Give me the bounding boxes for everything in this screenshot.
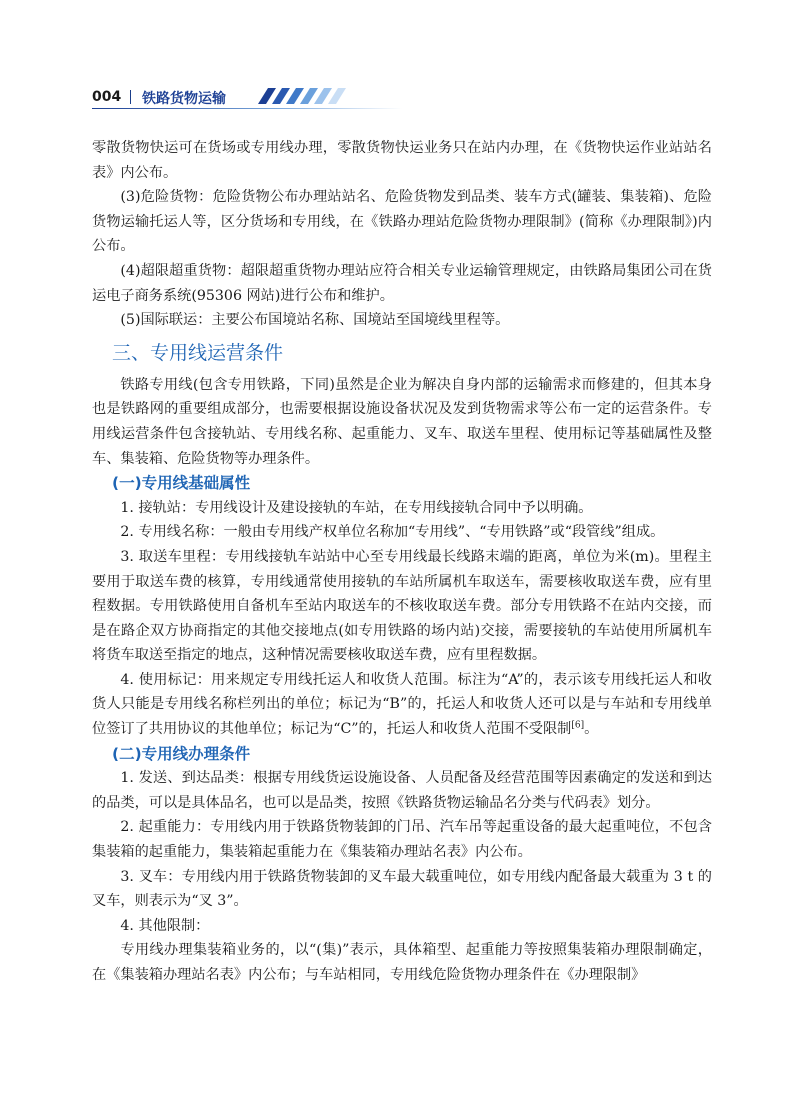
section-heading: 三、专用线运营条件 <box>112 341 284 364</box>
page-number: 004 <box>92 89 122 105</box>
book-title: 铁路货物运输 <box>142 91 226 107</box>
paragraph: 铁路专用线(包含专用铁路，下同)虽然是企业为解决自身内部的运输需求而修建的，但其本身也是铁路网的重要组成部分，也需要根据设施设备状况及发到货物需求等公布一定的运营条件。专用线运营条件包含接轨站、专用线名称、起重能力、叉车、取送车里程、使用标记等基础属性及整车、集装箱、危险货物等办理条件。 <box>92 376 712 467</box>
citation-ref: [6] <box>571 720 585 731</box>
subsection-heading: (一)专用线基础属性 <box>112 474 251 493</box>
running-header <box>92 84 712 114</box>
header-stripes-decoration <box>252 86 392 106</box>
paragraph: 1. 接轨站：专用线设计及建设接轨的车站，在专用线接轨合同中予以明确。 <box>120 499 593 516</box>
paragraph-end: 。 <box>584 721 599 738</box>
paragraph: 2. 起重能力：专用线内用于铁路货物装卸的门吊、汽车吊等起重设备的最大起重吨位，不包含集装箱的起重能力，集装箱起重能力在《集装箱办理站名表》内公布。 <box>92 819 712 861</box>
header-divider <box>130 90 131 104</box>
paragraph: 1. 发送、到达品类：根据专用线货运设施设备、人员配备及经营范围等因素确定的发送和到达的品类，可以是具体品名，也可以是品类，按照《铁路货物运输品名分类与代码表》划分。 <box>92 770 712 811</box>
subsection-heading: (二)专用线办理条件 <box>112 744 251 763</box>
paragraph: (5)国际联运：主要公布国境站名称、国境站至国境线里程等。 <box>120 312 510 329</box>
paragraph: 2. 专用线名称：一般由专用线产权单位名称加“专用线”、“专用铁路”或“段管线”组成。 <box>120 524 665 541</box>
paragraph: (4)超限超重货物：超限超重货物办理站应符合相关专业运输管理规定，由铁路局集团公司在货运电子商务系统(95306 网站)进行公布和维护。 <box>92 262 712 304</box>
paragraph <box>92 668 712 742</box>
paragraph: 3. 叉车：专用线内用于铁路货物装卸的叉车最大载重吨位，如专用线内配备最大载重为 3 t 的叉车，则表示为“叉 3”。 <box>92 868 712 910</box>
paragraph: 4. 其他限制： <box>120 917 210 934</box>
paragraph: (3)危险货物：危险货物公布办理站站名、危险货物发到品类、装车方式(罐装、集装箱)、危险货物运输托运人等，区分货场和专用线，在《铁路办理站危险货物办理限制》(简称《办理限制》)内公布。 <box>92 189 712 255</box>
paragraph-text: 4. 使用标记：用来规定专用线托运人和收货人范围。标注为“A”的，表示该专用线托运人和收货人只能是专用线名称栏列出的单位；标记为“B”的，托运人和收货人还可以是与车站和专用线单位签订了共用协议的其他单位；标记为“C”的，托运人和收货人范围不受限制 <box>92 671 712 738</box>
paragraph: 零散货物快运可在货场或专用线办理，零散货物快运业务只在站内办理，在《货物快运作业站站名表》内公布。 <box>92 140 712 181</box>
header-rule <box>92 108 402 109</box>
paragraph: 3. 取送车里程：专用线接轨车站站中心至专用线最长线路末端的距离，单位为米(m)。里程主要用于取送车费的核算，专用线通常使用接轨的车站所属机车取送车，需要核收取送车费，应有里程数据。专用铁路使用自备机车至站内取送车的不核收取送车费。部分专用铁路不在站内交接，而是在路企双方协商指定的其他交接地点(如专用铁路的场内站)交接，需要接轨的车站使用所属机车将货车取送至指定的地点，这种情况需要核收取送车费，应有里程数据。 <box>92 548 712 664</box>
paragraph: 专用线办理集装箱业务的，以“(集)”表示，具体箱型、起重能力等按照集装箱办理限制确定，在《集装箱办理站名表》内公布；与车站相同，专用线危险货物办理条件在《办理限制》 <box>92 942 712 983</box>
page-body <box>92 136 712 988</box>
